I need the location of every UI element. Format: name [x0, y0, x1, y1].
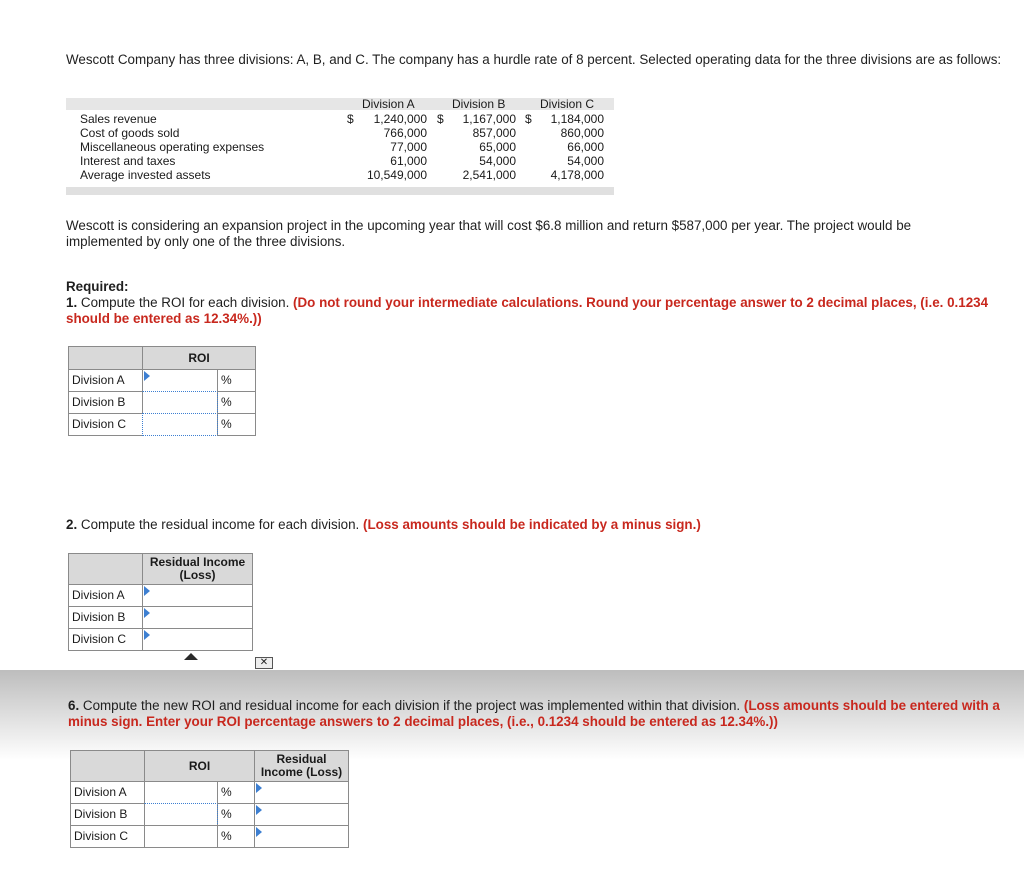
new-roi-unit-a: % [217, 781, 255, 804]
row-label-invested-assets: Average invested assets [80, 168, 211, 182]
new-grid-header-ri [254, 750, 349, 782]
value-a-cogs: 766,000 [383, 126, 427, 140]
value-b-interest: 54,000 [479, 154, 516, 168]
row-label-cogs: Cost of goods sold [80, 126, 180, 140]
row-label-misc-expenses: Miscellaneous operating expenses [80, 140, 265, 154]
ri-row-label-b: Division B [68, 606, 143, 629]
roi-row-label-a: Division A [68, 369, 143, 392]
ri-input-flag-b [144, 608, 150, 618]
new-row-label-b: Division B [70, 803, 145, 826]
new-ri-input-division-a[interactable] [254, 781, 349, 804]
roi-grid-header-blank [68, 346, 143, 370]
new-grid-header-ri-line2: Income (Loss) [260, 765, 343, 779]
column-header-division-a: Division A [362, 97, 415, 111]
question-6-number: 6. [68, 698, 80, 713]
new-grid-header-ri-line1: Residual [276, 752, 327, 766]
roi-unit-b: % [217, 391, 256, 414]
question-1 [66, 295, 1001, 327]
value-b-assets: 2,541,000 [462, 168, 516, 182]
new-ri-input-flag-a [256, 783, 262, 793]
question-1-note: (Do not round your intermediate calculations. Round your percentage answer to 2 decimal places, (i.e. 0.1234 should be entered as 12.34%.)) [66, 295, 989, 326]
row-label-sales-revenue: Sales revenue [80, 112, 157, 126]
roi-grid-header: ROI [142, 346, 256, 370]
value-a-interest: 61,000 [390, 154, 427, 168]
value-c-assets: 4,178,000 [550, 168, 604, 182]
ri-grid-header-line2: (Loss) [179, 568, 216, 582]
table-header-bar [66, 98, 614, 110]
question-2 [66, 517, 966, 533]
dollar-sign-c: $ [525, 112, 532, 126]
value-b-cogs: 857,000 [472, 126, 516, 140]
roi-unit-c: % [217, 413, 256, 436]
value-a-sales: 1,240,000 [373, 112, 427, 126]
new-roi-unit-b: % [217, 803, 255, 826]
roi-answer-grid [68, 346, 256, 436]
roi-row-label-c: Division C [68, 413, 143, 436]
question-2-number: 2. [66, 517, 78, 532]
question-6-text: Compute the new ROI and residual income for each division if the project was implemented within that division. [82, 698, 741, 713]
new-grid-header-roi: ROI [144, 750, 255, 782]
new-row-label-c: Division C [70, 825, 145, 848]
new-grid-header-blank [70, 750, 145, 782]
new-ri-input-division-c[interactable] [254, 825, 349, 848]
ri-input-division-b[interactable] [142, 606, 253, 629]
question-1-text: Compute the ROI for each division. [80, 295, 290, 310]
roi-row-label-b: Division B [68, 391, 143, 414]
roi-input-division-b[interactable] [142, 391, 218, 414]
value-c-sales: 1,184,000 [550, 112, 604, 126]
ri-input-flag-c [144, 630, 150, 640]
intro-text: Wescott Company has three divisions: A, B, and C. The company has a hurdle rate of 8 percent. Selected operating data for the three divisions are as follows: [66, 52, 1002, 67]
column-header-division-b: Division B [452, 97, 506, 111]
collapse-arrow-icon[interactable] [184, 653, 198, 660]
ri-row-label-c: Division C [68, 628, 143, 651]
new-row-label-a: Division A [70, 781, 145, 804]
project-text: Wescott is considering an expansion project in the upcoming year that will cost $6.8 million and return $587,000 per year. The project would be implemented by only one of the three divisions. [66, 218, 912, 249]
ri-grid-header [142, 553, 253, 585]
roi-input-flag-a [144, 371, 150, 381]
value-c-cogs: 860,000 [560, 126, 604, 140]
ri-grid-header-line1: Residual Income [149, 555, 246, 569]
table-footer-bar [66, 187, 614, 195]
required-heading: Required: [66, 279, 129, 294]
column-header-division-c: Division C [540, 97, 595, 111]
roi-input-division-c[interactable] [142, 413, 218, 436]
value-a-assets: 10,549,000 [366, 168, 427, 182]
new-roi-unit-c: % [217, 825, 255, 848]
close-icon[interactable]: ✕ [255, 657, 273, 669]
ri-input-division-c[interactable] [142, 628, 253, 651]
new-roi-input-division-c[interactable] [144, 825, 218, 848]
ri-grid-header-blank [68, 553, 143, 585]
new-ri-input-flag-c [256, 827, 262, 837]
value-b-misc: 65,000 [479, 140, 516, 154]
value-c-interest: 54,000 [567, 154, 604, 168]
question-2-text: Compute the residual income for each division. [80, 517, 360, 532]
new-roi-ri-grid [70, 750, 349, 848]
ri-input-flag-a [144, 586, 150, 596]
new-roi-input-division-a[interactable] [144, 781, 218, 804]
value-a-misc: 77,000 [390, 140, 427, 154]
ri-row-label-a: Division A [68, 584, 143, 607]
question-6-note: (Loss amounts should be entered with a minus sign. Enter your ROI percentage answers to 2 decimal places, (i.e., 0.1234 should be entered as 12.34%.)) [68, 698, 1000, 729]
new-ri-input-flag-b [256, 805, 262, 815]
roi-unit-a: % [217, 369, 256, 392]
row-label-interest-taxes: Interest and taxes [80, 154, 176, 168]
question-2-note: (Loss amounts should be indicated by a minus sign.) [363, 517, 701, 532]
value-b-sales: 1,167,000 [462, 112, 516, 126]
new-roi-input-division-b[interactable] [144, 803, 218, 826]
dollar-sign-a: $ [347, 112, 354, 126]
question-1-number: 1. [66, 295, 78, 310]
residual-income-grid [68, 553, 253, 651]
new-ri-input-division-b[interactable] [254, 803, 349, 826]
ri-input-division-a[interactable] [142, 584, 253, 607]
value-c-misc: 66,000 [567, 140, 604, 154]
roi-input-division-a[interactable] [142, 369, 218, 392]
question-6 [68, 698, 1013, 730]
dollar-sign-b: $ [437, 112, 444, 126]
